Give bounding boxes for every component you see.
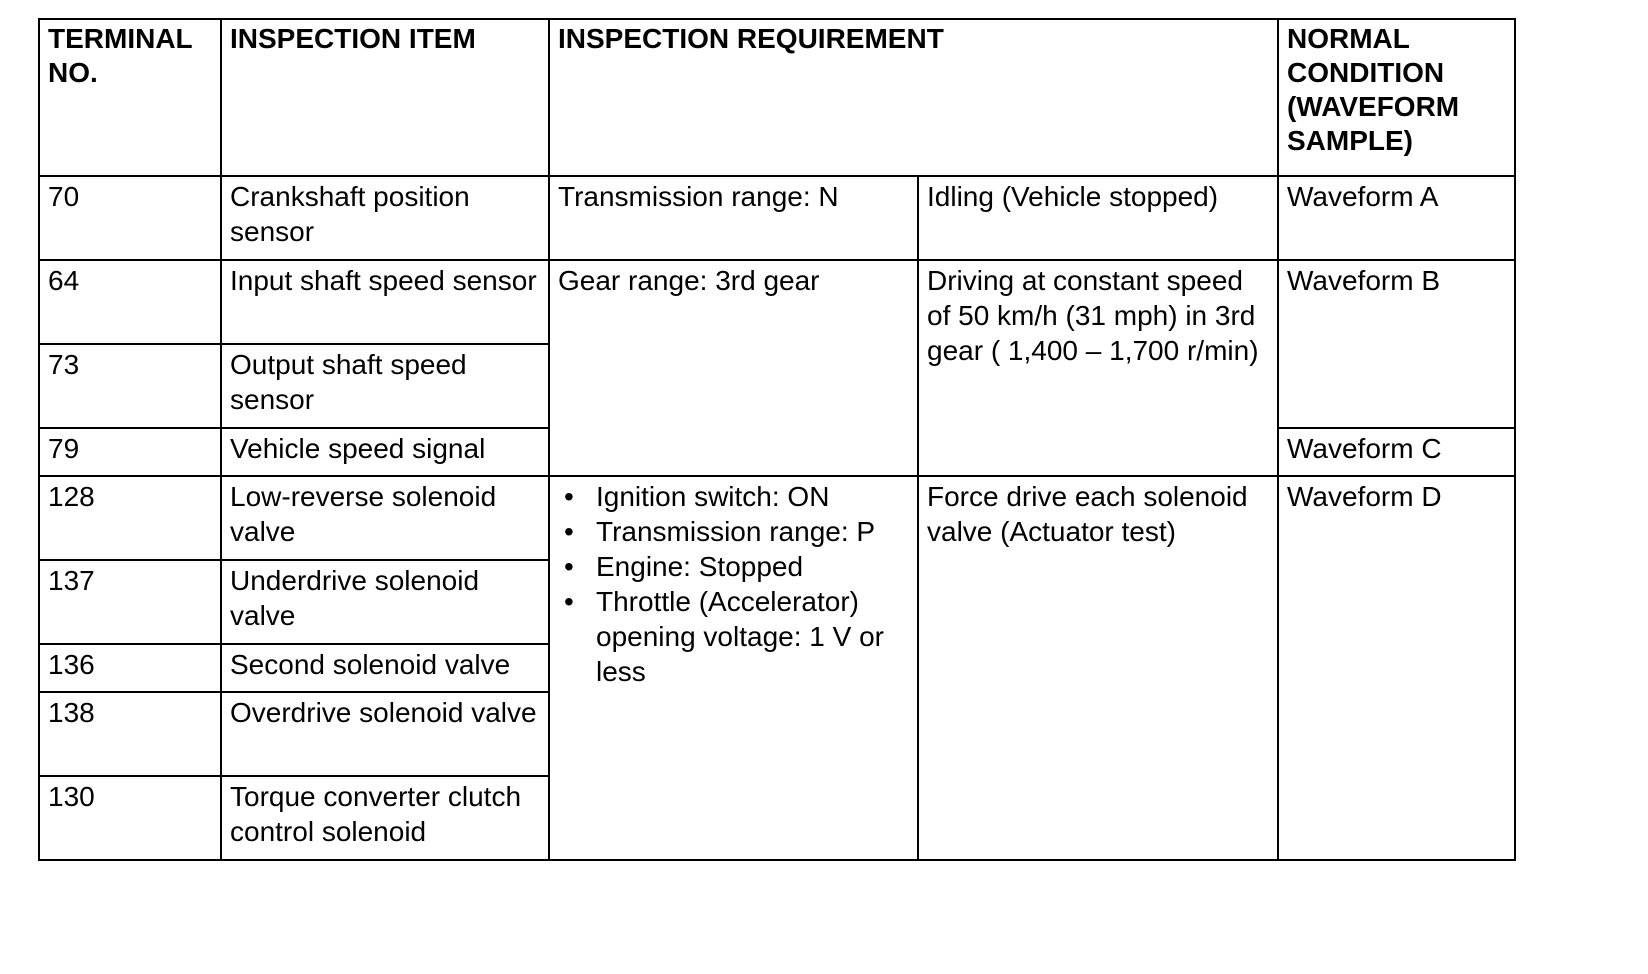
- terminal-cell: 79: [39, 428, 221, 476]
- header-inspection-requirement: INSPECTION REQUIREMENT: [549, 19, 1278, 176]
- table-row: [39, 176, 1515, 260]
- waveform-cell: Waveform B: [1278, 260, 1515, 428]
- condition-list: [558, 479, 909, 689]
- condition-item: • Engine: Stopped: [558, 549, 909, 584]
- item-cell: Output shaft speed sensor: [221, 344, 549, 428]
- item-cell: Input shaft speed sensor: [221, 260, 549, 344]
- table-row: [39, 260, 1515, 344]
- terminal-cell: 137: [39, 560, 221, 644]
- condition-item: • Ignition switch: ON: [558, 479, 909, 514]
- terminal-cell: 128: [39, 476, 221, 560]
- waveform-cell: Waveform C: [1278, 428, 1515, 476]
- terminal-cell: 70: [39, 176, 221, 260]
- item-cell: Torque converter clutch control solenoid: [221, 776, 549, 860]
- table-row: [39, 476, 1515, 560]
- requirement-detail-cell: Driving at constant speed of 50 km/h (31 mph) in 3rd gear ( 1,400 – 1,700 r/min): [918, 260, 1278, 476]
- header-normal-condition: NORMAL CONDITION (WAVEFORM SAMPLE): [1278, 19, 1515, 176]
- item-cell: Overdrive solenoid valve: [221, 692, 549, 776]
- item-cell: Second solenoid valve: [221, 644, 549, 692]
- header-inspection-item: INSPECTION ITEM: [221, 19, 549, 176]
- terminal-cell: 138: [39, 692, 221, 776]
- requirement-cell: Transmission range: N: [549, 176, 918, 260]
- terminal-cell: 136: [39, 644, 221, 692]
- waveform-cell: Waveform D: [1278, 476, 1515, 860]
- terminal-cell: 64: [39, 260, 221, 344]
- condition-item: • Transmission range: P: [558, 514, 909, 549]
- item-cell: Vehicle speed signal: [221, 428, 549, 476]
- waveform-cell: Waveform A: [1278, 176, 1515, 260]
- terminal-cell: 130: [39, 776, 221, 860]
- requirement-cell: [549, 476, 918, 860]
- inspection-table: [38, 18, 1516, 861]
- item-cell: Low-reverse solenoid valve: [221, 476, 549, 560]
- terminal-cell: 73: [39, 344, 221, 428]
- item-cell: Underdrive solenoid valve: [221, 560, 549, 644]
- requirement-cell: Gear range: 3rd gear: [549, 260, 918, 476]
- requirement-detail-cell: Idling (Vehicle stopped): [918, 176, 1278, 260]
- item-cell: Crankshaft position sensor: [221, 176, 549, 260]
- header-terminal-no: TERMINAL NO.: [39, 19, 221, 176]
- header-row: [39, 19, 1515, 176]
- requirement-detail-cell: Force drive each solenoid valve (Actuator test): [918, 476, 1278, 860]
- condition-item: • Throttle (Accelerator) opening voltage: 1 V or less: [558, 584, 909, 689]
